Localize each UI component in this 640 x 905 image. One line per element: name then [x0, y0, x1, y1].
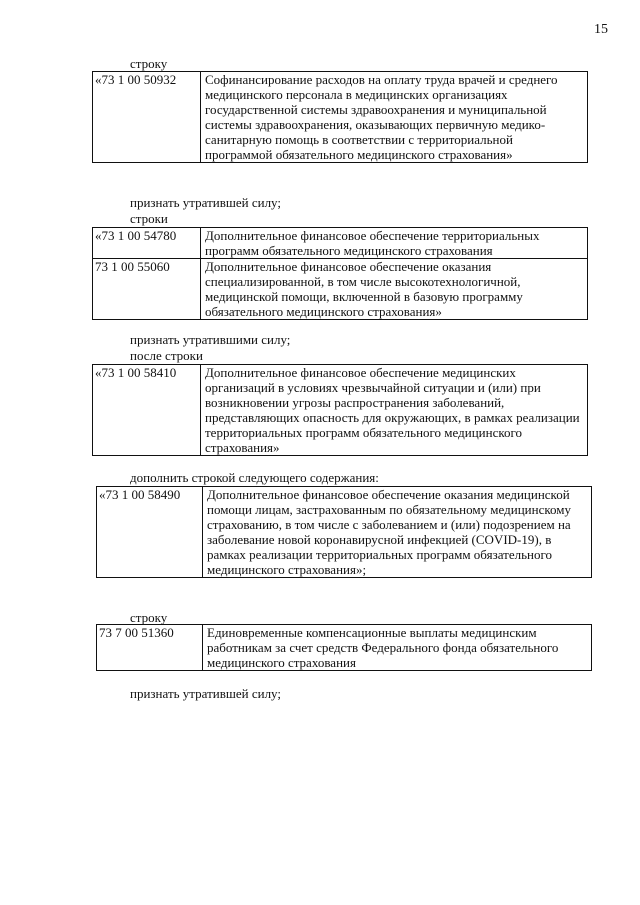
budget-code: «73 1 00 58490: [97, 487, 203, 577]
code-description: Софинансирование расходов на оплату труда врачей и среднего медицинского персонала в медицинских организациях государственной системы здравоохранения и муниципальной системы здравоохранения, оказывающих первичную медико-санитарную помощь в соответствии с территориальной программой обязательного медицинского страхования»: [205, 72, 558, 162]
code-description: Дополнительное финансовое обеспечение оказания медицинской помощи лицам, застрахованным по обязательному медицинскому страхованию, в том числе с заболеванием и (или) подозрением на заболевание новой коронавирусной инфекцией (COVID-19), в рамках реализации территориальных программ обязательного медицинского страхования»;: [207, 487, 571, 577]
code-description: Единовременные компенсационные выплаты медицинским работникам за счет средств Федерального фонда обязательного медицинского страхования: [207, 625, 559, 670]
instruction-line: строки: [130, 211, 168, 226]
budget-code: «73 1 00 58410: [93, 365, 201, 455]
code-table: [92, 71, 588, 163]
budget-code: 73 7 00 51360: [97, 625, 203, 670]
page-number: 15: [594, 22, 608, 37]
instruction-line: после строки: [130, 348, 203, 363]
code-table: [92, 364, 588, 456]
budget-code: 73 1 00 55060: [93, 259, 201, 319]
instruction-line: дополнить строкой следующего содержания:: [130, 470, 379, 485]
table-row: [93, 228, 587, 258]
instruction-line: признать утратившей силу;: [130, 195, 281, 210]
instruction-line: признать утратившими силу;: [130, 332, 291, 347]
code-description: Дополнительное финансовое обеспечение медицинских организаций в условиях чрезвычайной ситуации и (или) при возникновении угрозы распространения заболеваний, представляющих опасность для окружающих, в рамках реализации территориальных программ обязательного медицинского страхования»: [205, 365, 580, 455]
instruction-line: строку: [130, 56, 168, 71]
code-description: Дополнительное финансовое обеспечение оказания специализированной, в том числе высокотехнологичной, медицинской помощи, включенной в базовую программу обязательного медицинского страхования»: [205, 259, 523, 319]
instruction-line: признать утратившей силу;: [130, 686, 281, 701]
code-table: [92, 227, 588, 320]
code-table: [96, 624, 592, 671]
table-row: [93, 258, 587, 319]
code-table: [96, 486, 592, 578]
code-description: Дополнительное финансовое обеспечение территориальных программ обязательного медицинского страхования: [205, 228, 540, 258]
budget-code: «73 1 00 54780: [93, 228, 201, 258]
instruction-line: строку: [130, 610, 168, 625]
budget-code: «73 1 00 50932: [93, 72, 201, 162]
